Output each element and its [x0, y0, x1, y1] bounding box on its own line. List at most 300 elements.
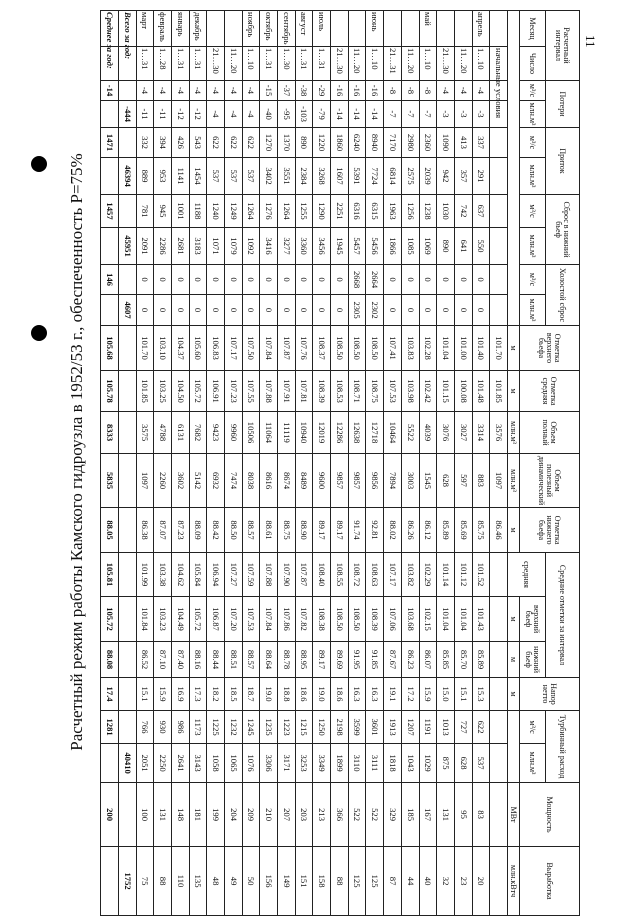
- table-cell: -40: [260, 101, 278, 128]
- row-label: октябрь: [260, 11, 278, 47]
- hdr-inflow-vol: млн.м³: [520, 158, 546, 195]
- table-cell: 3171: [278, 744, 296, 783]
- table-cell: 32: [437, 847, 455, 916]
- table-cell: 9857: [331, 454, 349, 508]
- table-cell: -4: [171, 81, 189, 101]
- table-cell: 101.70: [490, 326, 508, 371]
- hdr-idle-vol: млн.м³: [520, 295, 546, 326]
- table-cell: 105.72: [189, 371, 207, 412]
- table-cell: 3314: [472, 412, 490, 454]
- table-cell: 0: [454, 295, 472, 326]
- table-cell: -4: [437, 81, 455, 101]
- unit-vol-full: млн.м³: [508, 412, 520, 454]
- table-cell: 9857: [348, 454, 366, 508]
- unit-avg-upper: м: [508, 597, 520, 642]
- table-cell: [490, 553, 508, 597]
- table-cell: 4607: [118, 295, 136, 326]
- table-cell: [490, 265, 508, 295]
- table-cell: 0: [331, 265, 349, 295]
- table-cell: 8940: [366, 128, 384, 158]
- table-cell: 16.3: [348, 678, 366, 711]
- table-cell: 1240: [207, 195, 225, 228]
- table-cell: 6932: [207, 454, 225, 508]
- table-cell: 2305: [348, 295, 366, 326]
- table-cell: 108.50: [331, 326, 349, 371]
- table-cell: 88.50: [225, 508, 243, 553]
- hdr-avg-levels: Средние отметки за интервал: [546, 553, 580, 678]
- table-cell: 40: [419, 847, 437, 916]
- table-cell: 1457: [101, 195, 119, 228]
- row-label: [348, 11, 366, 47]
- table-cell: 107.87: [278, 326, 296, 371]
- table-cell: 942: [437, 158, 455, 195]
- table-cell: 6315: [366, 195, 384, 228]
- table-cell: [118, 195, 136, 228]
- table-cell: 337: [472, 128, 490, 158]
- table-cell: 101.14: [437, 553, 455, 597]
- table-cell: 89.69: [331, 642, 349, 678]
- table-cell: 2360: [419, 128, 437, 158]
- table-cell: 18.7: [242, 678, 260, 711]
- table-cell: -4: [225, 81, 243, 101]
- table-cell: 16.9: [171, 678, 189, 711]
- table-cell: 86.38: [136, 508, 154, 553]
- table-cell: 88.44: [207, 642, 225, 678]
- table-cell: 209: [242, 783, 260, 847]
- hdr-losses: Потери: [546, 81, 580, 128]
- table-cell: 107.17: [384, 553, 402, 597]
- table-cell: [490, 744, 508, 783]
- table-cell: 1030: [437, 195, 455, 228]
- table-cell: 522: [366, 783, 384, 847]
- table-cell: -3: [472, 101, 490, 128]
- table-cell: 87.07: [154, 508, 172, 553]
- row-label: [401, 11, 419, 47]
- table-frame: [100, 10, 580, 900]
- table-cell: 2980: [401, 128, 419, 158]
- table-cell: 102.42: [419, 371, 437, 412]
- table-cell: 5391: [348, 158, 366, 195]
- table-cell: 3576: [490, 412, 508, 454]
- table-cell: -4: [207, 81, 225, 101]
- table-cell: 100.08: [454, 371, 472, 412]
- hdr-avg-mean: средняя: [508, 553, 546, 597]
- table-cell: 87.23: [171, 508, 189, 553]
- table-cell: 88.51: [225, 642, 243, 678]
- table-cell: [490, 597, 508, 642]
- table-cell: 85.69: [454, 508, 472, 553]
- table-cell: 92.81: [366, 508, 384, 553]
- table-cell: 0: [437, 295, 455, 326]
- table-cell: 0: [189, 265, 207, 295]
- table-row: [295, 11, 313, 916]
- table-cell: -15: [260, 81, 278, 101]
- unit-level-mid: м: [508, 371, 520, 412]
- table-cell: 108.53: [331, 371, 349, 412]
- table-cell: 1290: [313, 195, 331, 228]
- table-cell: 1071: [207, 228, 225, 265]
- table-row: [225, 11, 243, 916]
- table-row: [454, 11, 472, 916]
- row-label: декабрь: [189, 11, 207, 47]
- table-cell: 1276: [260, 195, 278, 228]
- table-cell: 1076: [242, 744, 260, 783]
- table-cell: 131: [437, 783, 455, 847]
- table-cell: 125: [348, 847, 366, 916]
- table-cell: [490, 195, 508, 228]
- table-cell: 23: [454, 847, 472, 916]
- table-cell: 17.4: [101, 678, 119, 711]
- table-cell: 107.59: [242, 553, 260, 597]
- table-cell: 18.8: [278, 678, 296, 711]
- table-cell: 103.25: [154, 371, 172, 412]
- hdr-tail-vol: млн.м³: [520, 228, 546, 265]
- unit-avg-lower: м: [508, 642, 520, 678]
- table-row: [278, 11, 296, 916]
- table-cell: 2286: [154, 228, 172, 265]
- table-cell: [490, 678, 508, 711]
- table-cell: 88.16: [189, 642, 207, 678]
- table-cell: 3599: [348, 711, 366, 744]
- table-cell: 537: [472, 744, 490, 783]
- table-cell: 100: [136, 783, 154, 847]
- table-cell: 101.85: [490, 371, 508, 412]
- table-cell: 1281: [101, 711, 119, 744]
- hdr-level-up: Отметка верхнего бьефа: [520, 326, 580, 371]
- table-cell: 104.50: [171, 371, 189, 412]
- table-cell: 48: [207, 847, 225, 916]
- table-cell: 156: [260, 847, 278, 916]
- table-cell: 148: [171, 783, 189, 847]
- table-cell: 1001: [171, 195, 189, 228]
- table-cell: -16: [366, 81, 384, 101]
- table-cell: 1220: [313, 128, 331, 158]
- table-cell: 86.23: [401, 642, 419, 678]
- table-cell: 1264: [242, 195, 260, 228]
- table-cell: 12718: [366, 412, 384, 454]
- table-cell: 103.23: [154, 597, 172, 642]
- table-cell: 125: [366, 847, 384, 916]
- table-cell: 108.39: [313, 371, 331, 412]
- table-cell: 107.17: [225, 326, 243, 371]
- table-cell: 86.07: [419, 642, 437, 678]
- table-cell: 167: [419, 783, 437, 847]
- table-cell: 1097: [490, 454, 508, 508]
- table-cell: 8489: [295, 454, 313, 508]
- hdr-output: Выработка: [520, 847, 580, 916]
- table-cell: [118, 81, 136, 101]
- table-cell: 89.17: [313, 508, 331, 553]
- table-cell: 19.0: [313, 678, 331, 711]
- table-cell: 106.87: [207, 597, 225, 642]
- table-cell: 1270: [260, 128, 278, 158]
- table-cell: 101.04: [454, 597, 472, 642]
- table-cell: 5522: [401, 412, 419, 454]
- table-cell: 1092: [242, 228, 260, 265]
- table-cell: 930: [154, 711, 172, 744]
- table-cell: 1945: [331, 228, 349, 265]
- table-cell: 1…31: [136, 47, 154, 81]
- table-cell: -4: [154, 81, 172, 101]
- hdr-losses-q: м³/с: [520, 81, 546, 101]
- table-cell: 101.12: [454, 553, 472, 597]
- table-cell: 108.40: [313, 553, 331, 597]
- table-cell: 329: [384, 783, 402, 847]
- table-cell: -8: [384, 81, 402, 101]
- table-cell: 11…20: [401, 47, 419, 81]
- table-cell: 1963: [384, 195, 402, 228]
- table-cell: 107.20: [225, 597, 243, 642]
- table-body: [101, 11, 508, 916]
- table-cell: 1607: [331, 158, 349, 195]
- row-label: август: [295, 11, 313, 47]
- table-cell: 2681: [171, 228, 189, 265]
- table-cell: 1079: [225, 228, 243, 265]
- table-cell: 1264: [278, 195, 296, 228]
- hdr-tail-q: м³/с: [520, 195, 546, 228]
- table-cell: 107.76: [295, 326, 313, 371]
- row-label: январь: [171, 11, 189, 47]
- table-cell: 11…20: [454, 47, 472, 81]
- table-cell: 1…30: [278, 47, 296, 81]
- table-cell: 291: [472, 158, 490, 195]
- table-cell: 86.52: [136, 642, 154, 678]
- table-cell: 537: [207, 158, 225, 195]
- table-row: [101, 11, 119, 916]
- table-cell: 413: [454, 128, 472, 158]
- table-cell: [118, 597, 136, 642]
- table-cell: 1141: [171, 158, 189, 195]
- table-cell: 0: [384, 295, 402, 326]
- table-cell: 9856: [366, 454, 384, 508]
- table-cell: 537: [242, 158, 260, 195]
- table-row: [136, 11, 154, 916]
- table-cell: 622: [207, 128, 225, 158]
- unit-vol-useful: млн.м³: [508, 454, 520, 508]
- table-cell: 85.85: [437, 642, 455, 678]
- table-cell: 2664: [366, 265, 384, 295]
- table-cell: 44: [401, 847, 419, 916]
- table-cell: 2302: [366, 295, 384, 326]
- table-cell: 1245: [242, 711, 260, 744]
- table-cell: 1249: [225, 195, 243, 228]
- table-cell: 158: [313, 847, 331, 916]
- table-cell: 21…30: [331, 47, 349, 81]
- table-cell: 0: [171, 265, 189, 295]
- table-cell: 0: [384, 265, 402, 295]
- table-cell: 1085: [401, 228, 419, 265]
- table-cell: -8: [401, 81, 419, 101]
- table-cell: -14: [348, 101, 366, 128]
- table-cell: 12019: [313, 412, 331, 454]
- table-cell: 1…31: [260, 47, 278, 81]
- table-cell: 181: [189, 783, 207, 847]
- table-cell: [101, 228, 119, 265]
- table-cell: 106.94: [207, 553, 225, 597]
- table-cell: 203: [295, 783, 313, 847]
- table-cell: 107.53: [384, 371, 402, 412]
- table-cell: [101, 847, 119, 916]
- table-cell: 7682: [189, 412, 207, 454]
- table-cell: 2250: [154, 744, 172, 783]
- table-cell: 18.6: [295, 678, 313, 711]
- table-cell: 0: [278, 265, 296, 295]
- table-cell: 105.68: [101, 326, 119, 371]
- table-cell: 628: [454, 744, 472, 783]
- table-cell: 17.2: [401, 678, 419, 711]
- table-cell: -16: [331, 81, 349, 101]
- hdr-month: Месяц: [520, 11, 546, 47]
- table-cell: 86.12: [419, 508, 437, 553]
- hdr-turbine: Турбинный расход: [546, 711, 580, 783]
- table-cell: 105.72: [189, 597, 207, 642]
- table-cell: 101.52: [472, 553, 490, 597]
- row-label: Всего за год:: [118, 11, 136, 47]
- table-cell: 45951: [118, 228, 136, 265]
- table-cell: 110: [171, 847, 189, 916]
- table-cell: 107.41: [384, 326, 402, 371]
- unit-level-down: м: [508, 508, 520, 553]
- table-cell: 49: [225, 847, 243, 916]
- table-cell: 105.60: [189, 326, 207, 371]
- table-cell: -37: [278, 81, 296, 101]
- table-cell: 0: [154, 295, 172, 326]
- table-cell: 0: [136, 295, 154, 326]
- table-cell: 1215: [295, 711, 313, 744]
- table-cell: 0: [295, 295, 313, 326]
- table-cell: 1232: [225, 711, 243, 744]
- table-cell: 107.23: [225, 371, 243, 412]
- table-cell: [118, 553, 136, 597]
- table-cell: 3416: [260, 228, 278, 265]
- table-cell: 75: [136, 847, 154, 916]
- table-cell: -3: [454, 101, 472, 128]
- table-cell: [118, 326, 136, 371]
- table-cell: [490, 158, 508, 195]
- table-cell: 7724: [366, 158, 384, 195]
- table-cell: 19.0: [260, 678, 278, 711]
- table-cell: 6131: [171, 412, 189, 454]
- table-cell: 0: [401, 265, 419, 295]
- table-cell: 2641: [171, 744, 189, 783]
- table-row: [366, 11, 384, 916]
- table-cell: [118, 128, 136, 158]
- table-cell: 1913: [384, 711, 402, 744]
- table-cell: -12: [171, 101, 189, 128]
- table-cell: 210: [260, 783, 278, 847]
- hdr-inflow-q: м³/с: [520, 128, 546, 158]
- table-cell: 875: [437, 744, 455, 783]
- table-cell: 101.48: [472, 371, 490, 412]
- table-cell: 21…30: [207, 47, 225, 81]
- table-cell: 7170: [384, 128, 402, 158]
- table-cell: 18.6: [331, 678, 349, 711]
- table-cell: 1471: [101, 128, 119, 158]
- hdr-date: Число: [520, 47, 546, 81]
- table-cell: 10464: [384, 412, 402, 454]
- hdr-avg-upper: верхний бьеф: [520, 597, 546, 642]
- table-cell: 0: [295, 265, 313, 295]
- table-cell: 0: [472, 265, 490, 295]
- table-cell: 2668: [348, 265, 366, 295]
- table-cell: 2251: [331, 195, 349, 228]
- table-cell: 0: [419, 265, 437, 295]
- table-row: [313, 11, 331, 916]
- table-cell: 3268: [313, 158, 331, 195]
- table-cell: 87: [384, 847, 402, 916]
- table-cell: 0: [260, 265, 278, 295]
- table-cell: 2198: [331, 711, 349, 744]
- table-cell: 107.84: [260, 326, 278, 371]
- table-cell: 2384: [295, 158, 313, 195]
- table-cell: 0: [313, 295, 331, 326]
- table-cell: 0: [401, 295, 419, 326]
- table-cell: 88.09: [189, 508, 207, 553]
- table-cell: [101, 295, 119, 326]
- table-cell: 10940: [295, 412, 313, 454]
- table-cell: 107.86: [278, 597, 296, 642]
- table-cell: [118, 454, 136, 508]
- row-label: [331, 11, 349, 47]
- table-cell: 10506: [242, 412, 260, 454]
- table-cell: 107.88: [260, 371, 278, 412]
- table-cell: [101, 744, 119, 783]
- table-cell: 0: [171, 295, 189, 326]
- table-cell: 1225: [207, 711, 225, 744]
- table-cell: 0: [278, 295, 296, 326]
- table-row: [207, 11, 225, 916]
- table-cell: -8: [419, 81, 437, 101]
- table-cell: -4: [225, 101, 243, 128]
- table-cell: 88.05: [101, 508, 119, 553]
- table-cell: 2260: [154, 454, 172, 508]
- row-label: май: [419, 11, 437, 47]
- table-cell: 19.1: [384, 678, 402, 711]
- table-cell: 3143: [189, 744, 207, 783]
- unit-head: м: [508, 678, 520, 711]
- table-cell: 883: [472, 454, 490, 508]
- table-cell: 1899: [331, 744, 349, 783]
- table-cell: -4: [189, 81, 207, 101]
- table-cell: 86.26: [401, 508, 419, 553]
- table-cell: 105.72: [101, 597, 119, 642]
- table-row: [242, 11, 260, 916]
- table-cell: 9423: [207, 412, 225, 454]
- table-cell: 85.70: [454, 642, 472, 678]
- table-cell: 1256: [401, 195, 419, 228]
- table-row: [472, 11, 490, 916]
- table-cell: 2575: [401, 158, 419, 195]
- table-cell: 1752: [118, 847, 136, 916]
- table-row: [401, 11, 419, 916]
- table-cell: 1…10: [472, 47, 490, 81]
- table-cell: 394: [154, 128, 172, 158]
- table-cell: 5142: [189, 454, 207, 508]
- table-cell: [118, 371, 136, 412]
- hdr-head: Напор нетто: [520, 678, 580, 711]
- table-cell: [490, 128, 508, 158]
- table-cell: 1545: [419, 454, 437, 508]
- table-cell: 0: [207, 295, 225, 326]
- table-cell: 85.89: [472, 642, 490, 678]
- table-cell: 628: [437, 454, 455, 508]
- table-cell: 108.55: [331, 553, 349, 597]
- table-cell: 3601: [366, 711, 384, 744]
- table-cell: -11: [136, 101, 154, 128]
- table-cell: 597: [454, 454, 472, 508]
- table-cell: 0: [225, 295, 243, 326]
- table-cell: 0: [242, 265, 260, 295]
